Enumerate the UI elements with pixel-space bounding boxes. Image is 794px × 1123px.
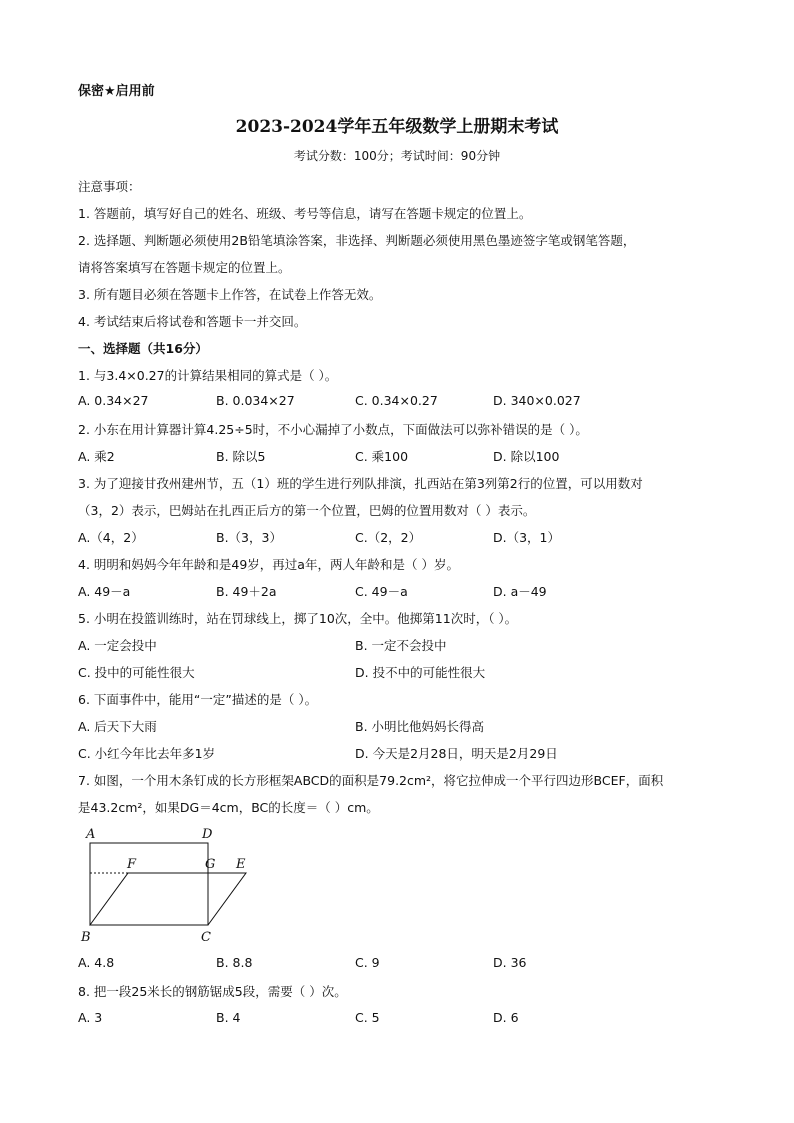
label-b: B: [81, 930, 91, 945]
section-title: 一、选择题（共16分）: [78, 341, 208, 356]
label-c: C: [201, 930, 211, 945]
question-stem: 8. 把一段25米长的钢筋锯成5段，需要（ ）次。: [78, 984, 347, 999]
option-d: D. 340×0.027: [493, 393, 581, 408]
option-c: C. 投中的可能性很大: [78, 665, 195, 680]
question-stem: 1. 与3.4×0.27的计算结果相同的算式是（ ）。: [78, 368, 338, 383]
option-c: C. 乘100: [355, 449, 409, 464]
option-c: C.（2，2）: [355, 530, 422, 545]
option-a: A. 0.34×27: [78, 393, 149, 408]
rectangle-abcd: [90, 843, 208, 925]
option-b: B. 小明比他妈妈长得高: [355, 719, 485, 734]
option-b: B. 49＋2a: [216, 584, 277, 599]
question-stem: 4. 明明和妈妈今年年龄和是49岁，再过a年，两人年龄和是（ ）岁。: [78, 557, 459, 572]
note-item: 4. 考试结束后将试卷和答题卡一并交回。: [78, 314, 307, 329]
option-c: C. 9: [355, 955, 380, 970]
confidential-label: 保密★启用前: [78, 84, 155, 99]
option-a: A. 49－a: [78, 584, 131, 599]
option-a: A. 乘2: [78, 449, 115, 464]
option-a: A. 3: [78, 1010, 103, 1025]
notes-heading: 注意事项：: [78, 179, 141, 194]
option-b: B. 0.034×27: [216, 393, 295, 408]
option-d: D. 6: [493, 1010, 519, 1025]
option-a: A. 一定会投中: [78, 638, 157, 653]
option-a: A. 4.8: [78, 955, 115, 970]
option-a: A. 后天下大雨: [78, 719, 157, 734]
question-stem: 5. 小明在投篮训练时，站在罚球线上，掷了10次，全中。他掷第11次时，（ ）。: [78, 611, 518, 626]
option-b: B. 一定不会投中: [355, 638, 447, 653]
note-item: 3. 所有题目必须在答题卡上作答，在试卷上作答无效。: [78, 287, 382, 302]
question-stem: 6. 下面事件中，能用“一定”描述的是（ ）。: [78, 692, 318, 707]
question-stem: 7. 如图，一个用木条钉成的长方形框架ABCD的面积是79.2cm²，将它拉伸成一个平行四边形BCEF，面积: [78, 773, 664, 788]
option-d: D. 今天是2月28日，明天是2月29日: [355, 746, 558, 761]
rectangle-parallelogram-figure: [78, 825, 258, 947]
label-f: F: [127, 857, 137, 872]
question-stem-cont: 是43.2cm²，如果DG＝4cm，BC的长度＝（ ）cm。: [78, 800, 379, 815]
label-g: G: [205, 857, 216, 872]
option-d: D. 除以100: [493, 449, 560, 464]
option-b: B.（3，3）: [216, 530, 282, 545]
parallelogram-bcef: [90, 873, 246, 925]
question-stem-cont: （3，2）表示，巴姆站在扎西正后方的第一个位置，巴姆的位置用数对（ ）表示。: [78, 503, 536, 518]
exam-subtitle: 考试分数：100分；考试时间：90分钟: [293, 149, 501, 163]
option-b: B. 4: [216, 1010, 241, 1025]
option-c: C. 0.34×0.27: [355, 393, 438, 408]
option-d: D. 36: [493, 955, 527, 970]
label-e: E: [236, 857, 246, 872]
note-item: 2. 选择题、判断题必须使用2B铅笔填涂答案，非选择、判断题必须使用黑色墨迹签字笔或钢笔答题，: [78, 233, 636, 248]
exam-title: 2023-2024学年五年级数学上册期末考试: [235, 117, 559, 137]
option-a: A.（4，2）: [78, 530, 144, 545]
question-stem: 3. 为了迎接甘孜州建州节，五（1）班的学生进行列队排演，扎西站在第3列第2行的位置，可以用数对: [78, 476, 643, 491]
option-b: B. 除以5: [216, 449, 266, 464]
question-stem: 2. 小东在用计算器计算4.25÷5时，不小心漏掉了小数点，下面做法可以弥补错误的是（ ）。: [78, 422, 588, 437]
note-item: 请将答案填写在答题卡规定的位置上。: [78, 260, 291, 275]
option-c: C. 5: [355, 1010, 380, 1025]
label-a: A: [86, 827, 96, 842]
option-b: B. 8.8: [216, 955, 253, 970]
option-d: D. a－49: [493, 584, 547, 599]
option-d: D.（3，1）: [493, 530, 561, 545]
option-c: C. 小红今年比去年多1岁: [78, 746, 216, 761]
label-d: D: [202, 827, 213, 842]
note-item: 1. 答题前，填写好自己的姓名、班级、考号等信息，请写在答题卡规定的位置上。: [78, 206, 532, 221]
option-c: C. 49－a: [355, 584, 408, 599]
option-d: D. 投不中的可能性很大: [355, 665, 486, 680]
